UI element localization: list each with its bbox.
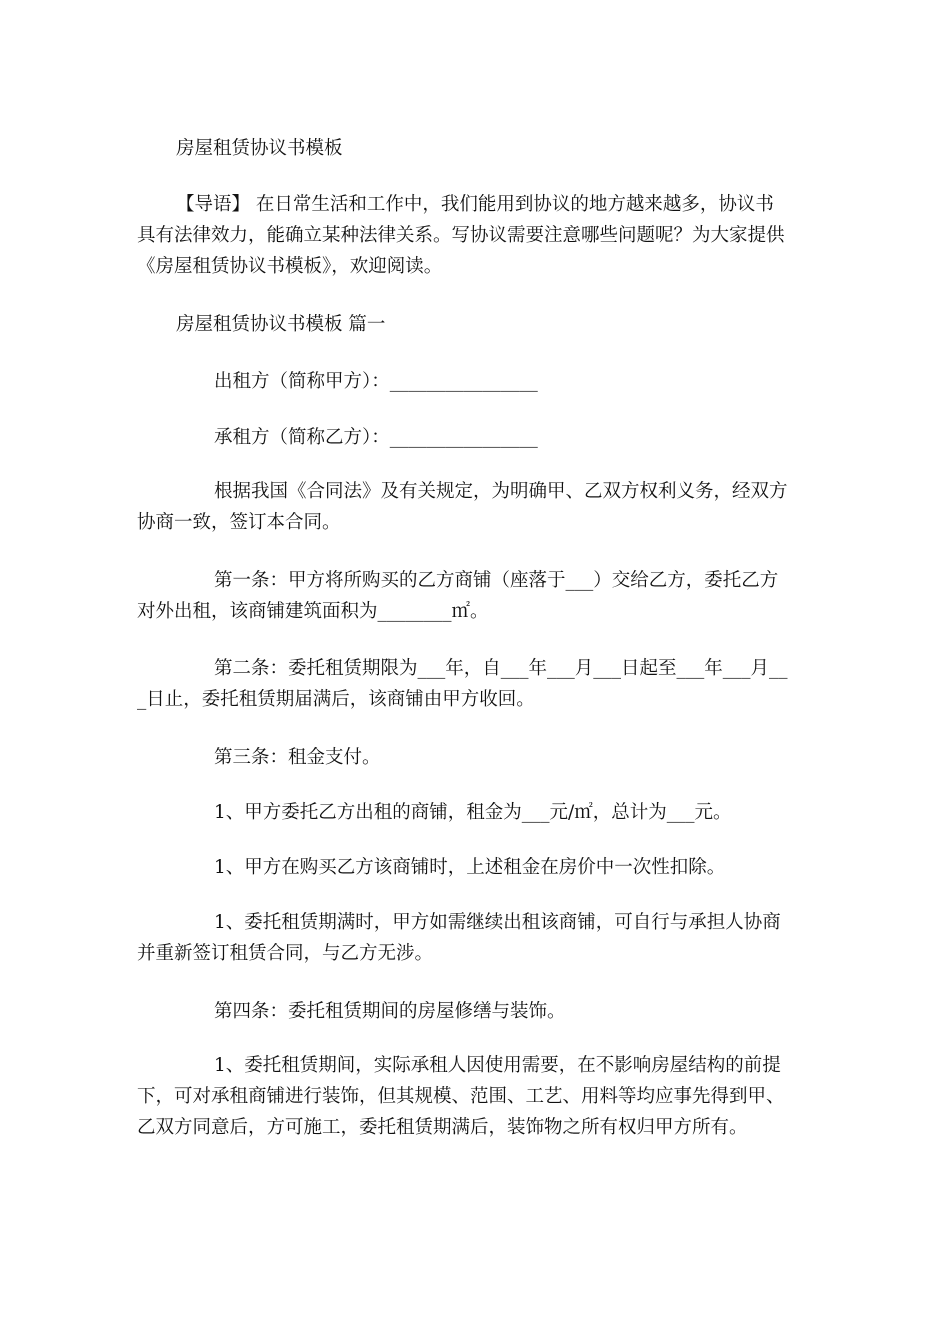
- basis-paragraph: 根据我国《合同法》及有关规定，为明确甲、乙双方权利义务，经双方 协商一致，签订本合同。: [137, 481, 788, 533]
- party-b-field: 承租方（简称乙方）：________________: [214, 427, 538, 448]
- article-4: 第四条：委托租赁期间的房屋修缮与装饰。: [214, 1001, 566, 1022]
- article-3-item-1: 1、甲方委托乙方出租的商铺，租金为___元/㎡，总计为___元。: [214, 802, 732, 823]
- article-2: 第二条：委托租赁期限为___年，自___年___月___日起至___年___月__ _日止，委托租赁期届满后，该商铺由甲方收回。: [137, 658, 788, 710]
- article-3-item-3: 1、委托租赁期满时，甲方如需继续出租该商铺，可自行与承担人协商 并重新签订租赁合同，与乙方无涉。: [137, 912, 781, 964]
- article-3-item-2: 1、甲方在购买乙方该商铺时，上述租金在房价中一次性扣除。: [214, 857, 726, 878]
- article-3: 第三条：租金支付。: [214, 747, 381, 768]
- article-1: 第一条：甲方将所购买的乙方商铺（座落于___）交给乙方，委托乙方 对外出租，该商铺建筑面积为________㎡。: [137, 570, 779, 622]
- intro-paragraph: 【导语】 在日常生活和工作中，我们能用到协议的地方越来越多，协议书 具有法律效力，能确立某种法律关系。写协议需要注意哪些问题呢？为大家提供 《房屋租赁协议书模板》，欢迎阅读。: [137, 194, 785, 277]
- section-heading: 房屋租赁协议书模板 篇一: [176, 314, 386, 335]
- document-title: 房屋租赁协议书模板: [176, 138, 343, 159]
- article-4-item-1: 1、委托租赁期间，实际承租人因使用需要，在不影响房屋结构的前提 下，可对承租商铺进行装饰，但其规模、范围、工艺、用料等均应事先得到甲、 乙双方同意后，方可施工，委托租赁期满后，装饰物之所有权归甲方所有。: [137, 1055, 785, 1138]
- party-a-field: 出租方（简称甲方）：________________: [214, 371, 538, 392]
